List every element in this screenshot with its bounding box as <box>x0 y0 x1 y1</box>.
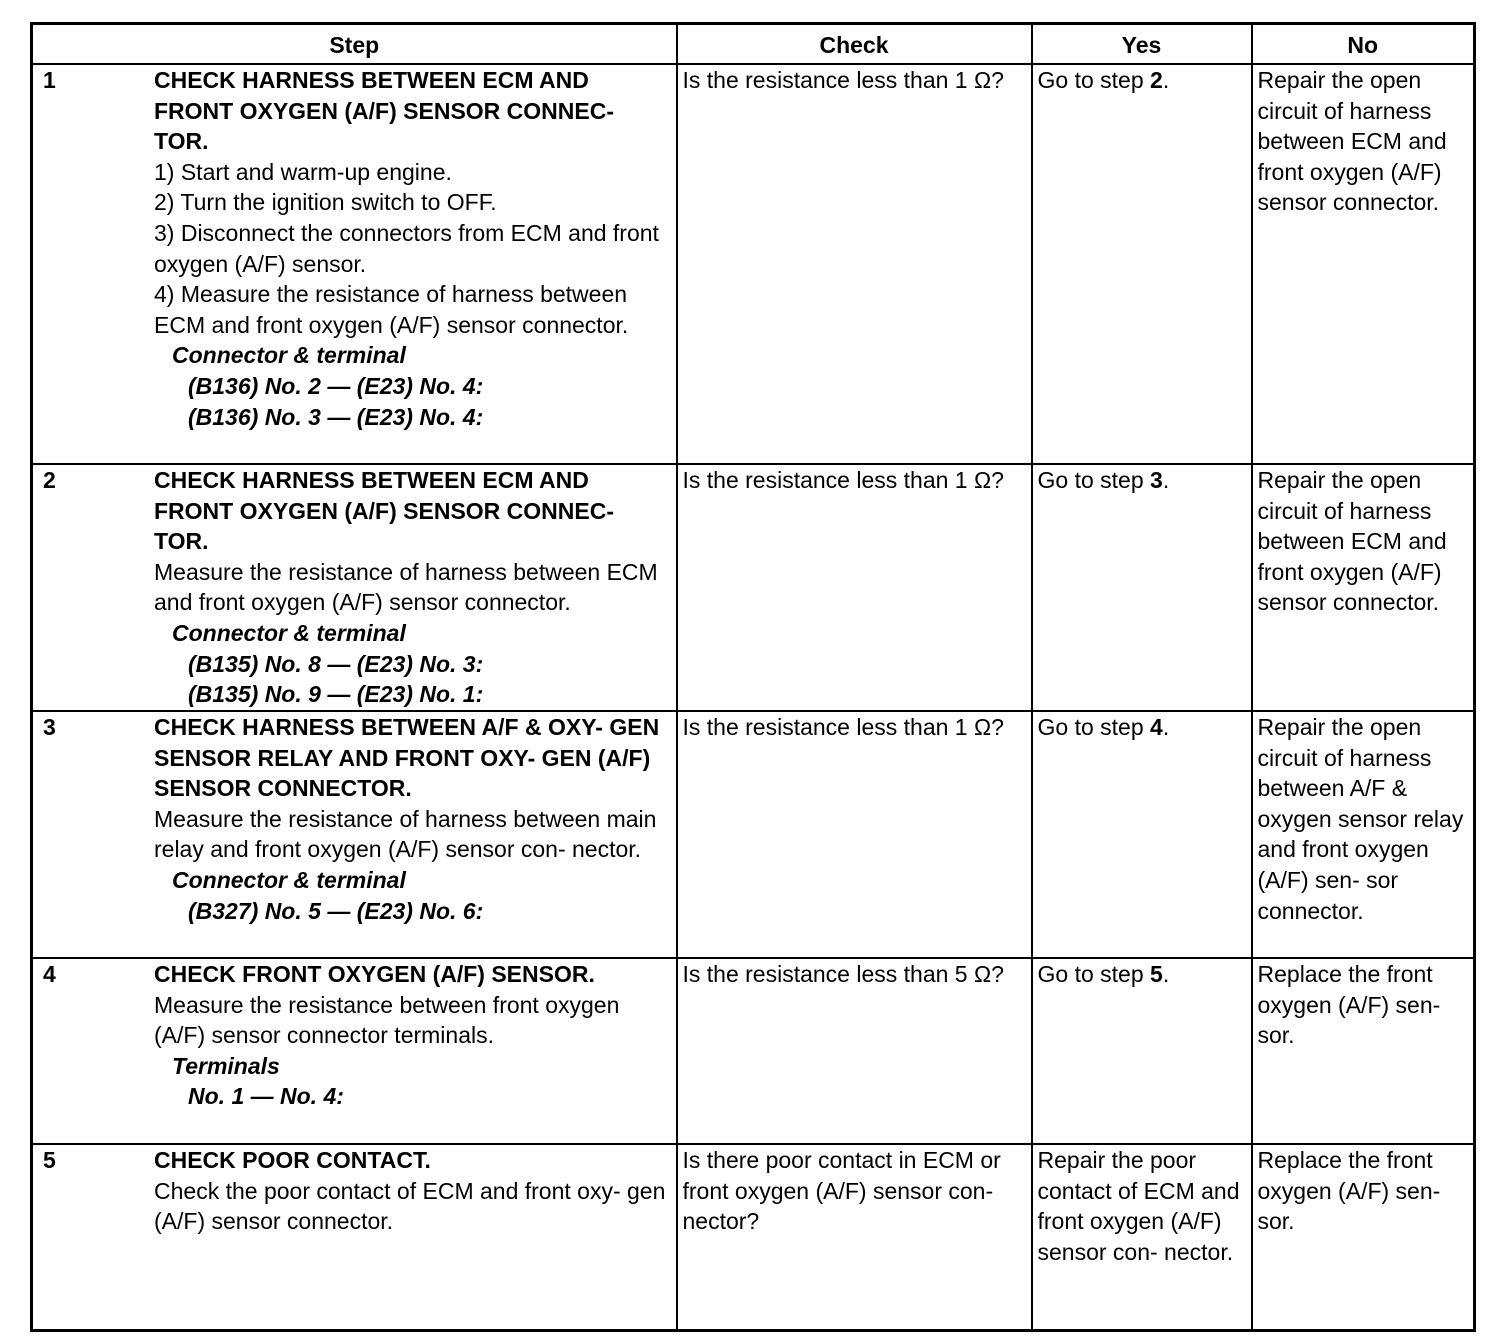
check-cell: Is the resistance less than 1 Ω? <box>677 64 1032 464</box>
check-cell: Is the resistance less than 5 Ω? <box>677 958 1032 1144</box>
header-yes: Yes <box>1032 24 1252 65</box>
step-number: 5 <box>43 1147 56 1173</box>
check-cell: Is there poor contact in ECM or front oxygen (A/F) sensor con- nector? <box>677 1144 1032 1330</box>
yes-suffix: . <box>1162 961 1170 987</box>
header-step: Step <box>32 24 677 65</box>
step-number: 3 <box>43 714 56 740</box>
step-cell <box>32 711 677 958</box>
spec-item: No. 1 — No. 4: <box>188 1083 344 1110</box>
yes-cell <box>1032 1144 1252 1330</box>
yes-suffix: . <box>1162 67 1170 93</box>
step-line: 1) Start and warm-up engine. <box>154 158 452 185</box>
yes-cell <box>1032 958 1252 1144</box>
yes-cell <box>1032 464 1252 711</box>
step-cell <box>32 1144 677 1330</box>
header-check: Check <box>677 24 1032 65</box>
no-cell: Repair the open circuit of harness between ECM and front oxygen (A/F) sensor connector. <box>1252 64 1475 464</box>
step-title: CHECK FRONT OXYGEN (A/F) SENSOR. <box>154 961 595 987</box>
header-no: No <box>1252 24 1475 65</box>
step-number: 2 <box>43 467 56 493</box>
check-cell: Is the resistance less than 1 Ω? <box>677 464 1032 711</box>
yes-step-number: 5 <box>1150 961 1163 987</box>
no-cell: Replace the front oxygen (A/F) sen- sor. <box>1252 958 1475 1144</box>
check-cell: Is the resistance less than 1 Ω? <box>677 711 1032 958</box>
step-title: CHECK HARNESS BETWEEN ECM AND FRONT OXYGEN (A/F) SENSOR CONNEC- TOR. <box>154 467 615 555</box>
step-title: CHECK POOR CONTACT. <box>154 1147 431 1173</box>
spec-item: (B136) No. 2 — (E23) No. 4: <box>188 372 484 399</box>
spec-label: Connector & terminal <box>172 866 406 893</box>
yes-cell <box>1032 711 1252 958</box>
step-line: Measure the resistance of harness between main relay and front oxygen (A/F) sensor con- nector. <box>154 805 657 863</box>
yes-text: Go to step <box>1037 714 1151 740</box>
spec-label: Connector & terminal <box>172 619 406 646</box>
yes-cell <box>1032 64 1252 464</box>
step-cell <box>32 64 677 464</box>
table-row <box>32 1144 1475 1330</box>
step-line: Measure the resistance of harness between ECM and front oxygen (A/F) sensor connector. <box>154 558 658 616</box>
step-cell <box>32 958 677 1144</box>
yes-text: Go to step <box>1037 467 1151 493</box>
yes-step-number: 2 <box>1150 67 1163 93</box>
yes-text: Go to step <box>1037 67 1151 93</box>
step-line: Check the poor contact of ECM and front oxy- gen (A/F) sensor connector. <box>154 1177 666 1235</box>
spec-item: (B135) No. 9 — (E23) No. 1: <box>188 681 484 708</box>
yes-suffix: . <box>1162 714 1170 740</box>
table-row <box>32 64 1475 464</box>
yes-text: Repair the poor contact of ECM and front oxygen (A/F) sensor con- nector. <box>1037 1147 1240 1265</box>
yes-step-number: 3 <box>1150 467 1163 493</box>
step-title: CHECK HARNESS BETWEEN ECM AND FRONT OXYGEN (A/F) SENSOR CONNEC- TOR. <box>154 67 615 155</box>
no-cell: Repair the open circuit of harness between A/F & oxygen sensor relay and front oxygen (A/F) sen- sor connector. <box>1252 711 1475 958</box>
yes-text: Go to step <box>1037 961 1151 987</box>
header-row <box>32 24 1475 65</box>
step-cell <box>32 464 677 711</box>
diagnostic-table <box>30 22 1476 1332</box>
spec-item: (B327) No. 5 — (E23) No. 6: <box>188 897 484 924</box>
step-line: 4) Measure the resistance of harness between ECM and front oxygen (A/F) sensor connector. <box>154 281 629 338</box>
spec-label: Connector & terminal <box>172 342 406 369</box>
step-title: CHECK HARNESS BETWEEN A/F & OXY- GEN SENSOR RELAY AND FRONT OXY- GEN (A/F) SENSOR CONNECTOR. <box>154 714 660 802</box>
yes-step-number: 4 <box>1150 714 1163 740</box>
step-number: 4 <box>43 961 56 987</box>
table-row <box>32 958 1475 1144</box>
step-number: 1 <box>43 67 56 93</box>
spec-item: (B135) No. 8 — (E23) No. 3: <box>188 650 484 677</box>
no-cell: Repair the open circuit of harness between ECM and front oxygen (A/F) sensor connector. <box>1252 464 1475 711</box>
yes-suffix: . <box>1162 467 1170 493</box>
table-row <box>32 711 1475 958</box>
spec-label: Terminals <box>172 1052 280 1079</box>
no-cell: Replace the front oxygen (A/F) sen- sor. <box>1252 1144 1475 1330</box>
step-line: 3) Disconnect the connectors from ECM and front oxygen (A/F) sensor. <box>154 219 659 277</box>
step-line: Measure the resistance between front oxygen (A/F) sensor connector terminals. <box>154 991 620 1049</box>
step-line: 2) Turn the ignition switch to OFF. <box>154 189 497 216</box>
table-row <box>32 464 1475 711</box>
spec-item: (B136) No. 3 — (E23) No. 4: <box>188 403 484 430</box>
